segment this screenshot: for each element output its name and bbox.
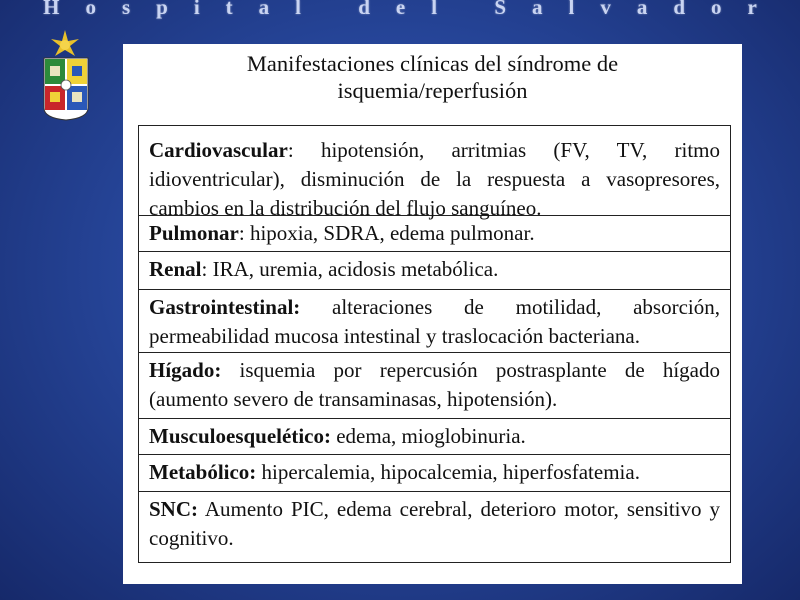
row-label: Gastrointestinal: xyxy=(149,295,301,319)
row-text: alteraciones de motilidad, absorción, permeabilidad mucosa intestinal y traslocación bacteriana. xyxy=(149,295,720,348)
row-separator: : xyxy=(201,257,208,281)
row-text: edema, mioglobinuria. xyxy=(330,424,526,448)
row-label: Musculoesquelético: xyxy=(149,424,331,448)
row-label: SNC: xyxy=(149,497,199,521)
table-row-snc xyxy=(139,492,730,562)
row-label: Metabólico: xyxy=(149,460,257,484)
table-row-musculoesqueletico xyxy=(139,419,730,455)
table-row-renal xyxy=(139,252,730,290)
table-row-gastrointestinal xyxy=(139,290,730,353)
slide-panel xyxy=(123,44,742,584)
row-text: hipotensión, arritmias (FV, TV, ritmo idioventricular), disminución de la respuesta a vasopresores, cambios en la distribución del flujo sanguíneo. xyxy=(149,138,720,220)
manifestations-table xyxy=(138,125,731,563)
row-text: hipoxia, SDRA, edema pulmonar. xyxy=(244,221,535,245)
row-text: hipercalemia, hipocalcemia, hiperfosfatemia. xyxy=(256,460,640,484)
row-label: Cardiovascular xyxy=(149,138,288,162)
table-row-cardiovascular xyxy=(139,126,730,220)
row-label: Renal xyxy=(149,257,202,281)
row-text: IRA, uremia, acidosis metabólica. xyxy=(207,257,499,281)
row-text: isquemia por repercusión postrasplante de hígado (aumento severo de transaminasas, hipotensión). xyxy=(149,358,720,411)
hospital-title: Hospital del Salvador xyxy=(43,0,783,19)
row-label: Hígado: xyxy=(149,358,222,382)
row-separator: : xyxy=(287,138,294,162)
row-label: Pulmonar xyxy=(149,221,239,245)
row-text: Aumento PIC, edema cerebral, deterioro motor, sensitivo y cognitivo. xyxy=(149,497,720,550)
table-row-pulmonar xyxy=(139,216,730,252)
university-coat-of-arms-icon xyxy=(36,28,96,128)
table-row-metabolico xyxy=(139,455,730,492)
row-separator: : xyxy=(238,221,245,245)
table-row-higado xyxy=(139,353,730,419)
slide-title-line1: Manifestaciones clínicas del síndrome de xyxy=(246,51,619,76)
slide-title xyxy=(123,50,742,104)
slide-title-line2: isquemia/reperfusión xyxy=(337,78,528,103)
